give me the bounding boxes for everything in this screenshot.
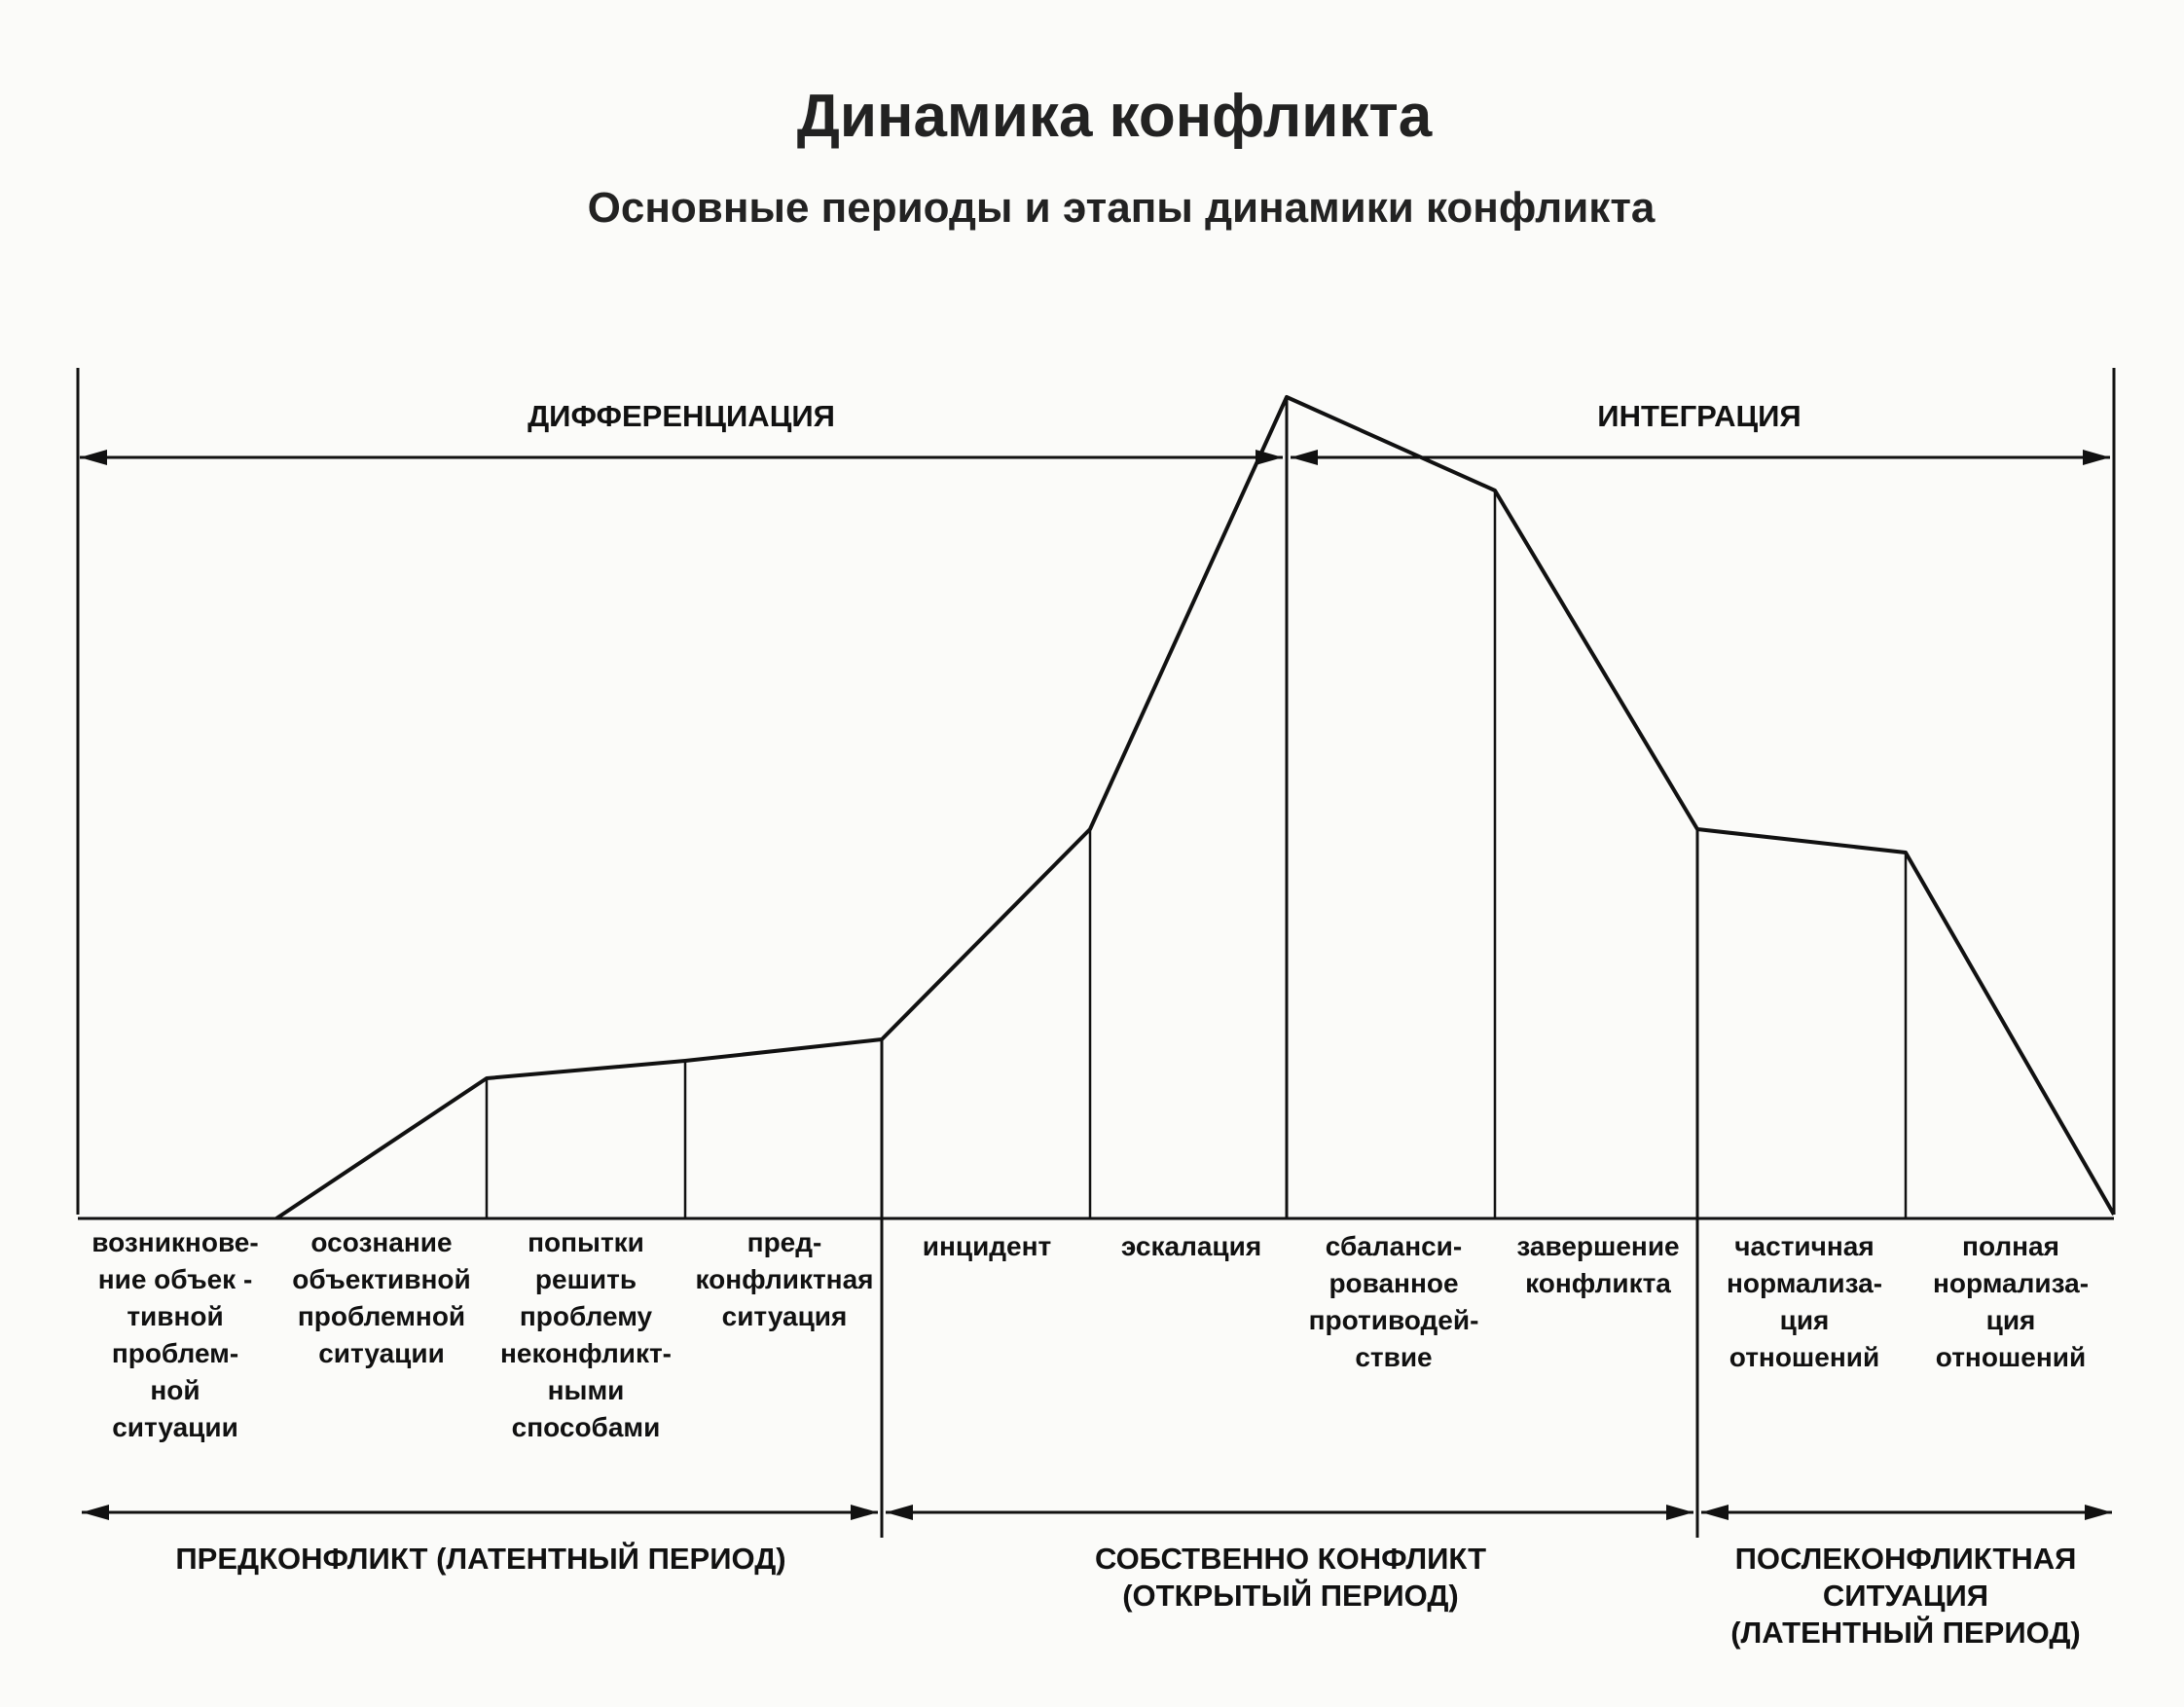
period-label-3-line-1: ПОСЛЕКОНФЛИКТНАЯ <box>1734 1542 2077 1576</box>
stage-label-4-line-1: пред- <box>746 1227 822 1257</box>
stage-label-3-line-1: попытки <box>528 1227 644 1257</box>
stage-label-6-line-1: эскалация <box>1120 1231 1262 1261</box>
stage-label-7 <box>1309 1231 1479 1372</box>
stage-label-2-line-4: ситуации <box>318 1338 445 1368</box>
stage-label-3-line-4: неконфликт- <box>500 1338 672 1368</box>
stage-label-10-line-1: полная <box>1962 1231 2059 1261</box>
conflict-intensity-curve <box>276 397 2114 1218</box>
stage-label-10-line-3: ция <box>1985 1305 2036 1335</box>
page-title: Динамика конфликта <box>796 83 1433 150</box>
stage-label-7-line-3: противодей- <box>1308 1305 1479 1335</box>
stage-label-1 <box>91 1227 258 1442</box>
integration-label: ИНТЕГРАЦИЯ <box>1597 399 1802 433</box>
period-label-2 <box>1095 1542 1486 1613</box>
stage-label-1-line-3: тивной <box>127 1301 224 1331</box>
stage-label-9 <box>1727 1231 1882 1372</box>
stage-label-4 <box>695 1227 873 1331</box>
stage-label-10 <box>1933 1231 2089 1372</box>
period-label-1 <box>175 1541 785 1576</box>
stage-label-3-line-2: решить <box>534 1264 637 1294</box>
stage-label-2-line-3: проблемной <box>297 1301 466 1331</box>
stage-labels <box>91 1227 2089 1442</box>
period-label-3 <box>1730 1542 2081 1650</box>
stage-label-7-line-2: рованное <box>1329 1268 1459 1298</box>
stage-label-1-line-1: возникнове- <box>91 1227 259 1257</box>
period-label-3-line-3: (ЛАТЕНТНЫЙ ПЕРИОД) <box>1730 1616 2081 1650</box>
period-label-3-line-2: СИТУАЦИЯ <box>1822 1579 1989 1613</box>
period-label-1-line-1: ПРЕДКОНФЛИКТ (ЛАТЕНТНЫЙ ПЕРИОД) <box>175 1542 786 1576</box>
stage-label-1-line-4: проблем- <box>111 1338 239 1368</box>
stage-label-9-line-4: отношений <box>1729 1342 1880 1372</box>
stage-label-6 <box>1121 1231 1261 1261</box>
differentiation-label: ДИФФЕРЕНЦИАЦИЯ <box>528 399 835 433</box>
stage-label-8-line-1: завершение <box>1516 1231 1680 1261</box>
stage-label-7-line-4: ствие <box>1355 1342 1433 1372</box>
period-label-2-line-2: (ОТКРЫТЫЙ ПЕРИОД) <box>1122 1579 1459 1613</box>
stage-label-9-line-3: ция <box>1779 1305 1830 1335</box>
stage-label-10-line-4: отношений <box>1935 1342 2087 1372</box>
stage-label-3-line-5: ными <box>547 1375 625 1405</box>
period-label-2-line-1: СОБСТВЕННО КОНФЛИКТ <box>1094 1542 1487 1576</box>
stage-label-1-line-6: ситуации <box>112 1412 238 1442</box>
stage-label-2-line-1: осознание <box>310 1227 453 1257</box>
stage-label-7-line-1: сбаланси- <box>1325 1231 1463 1261</box>
stage-label-1-line-2: ние объек - <box>97 1264 253 1294</box>
stage-label-1-line-5: ной <box>150 1375 200 1405</box>
stage-label-2-line-2: объективной <box>292 1264 471 1294</box>
stage-label-9-line-2: нормализа- <box>1726 1268 1883 1298</box>
page-subtitle: Основные периоды и этапы динамики конфликта <box>587 184 1656 232</box>
period-labels <box>175 1541 2080 1650</box>
stage-label-3-line-6: способами <box>511 1412 661 1442</box>
stage-label-10-line-2: нормализа- <box>1932 1268 2090 1298</box>
stage-label-2 <box>292 1227 470 1368</box>
stage-label-3-line-3: проблему <box>519 1301 653 1331</box>
stage-label-8-line-2: конфликта <box>1525 1268 1671 1298</box>
stage-label-4-line-3: ситуация <box>721 1301 848 1331</box>
stage-label-5 <box>923 1231 1052 1261</box>
stage-label-9-line-1: частичная <box>1734 1231 1875 1261</box>
stage-label-5-line-1: инцидент <box>922 1231 1052 1261</box>
stage-label-3 <box>500 1227 672 1442</box>
stage-label-8 <box>1516 1231 1679 1298</box>
stage-label-4-line-2: конфликтная <box>695 1264 874 1294</box>
